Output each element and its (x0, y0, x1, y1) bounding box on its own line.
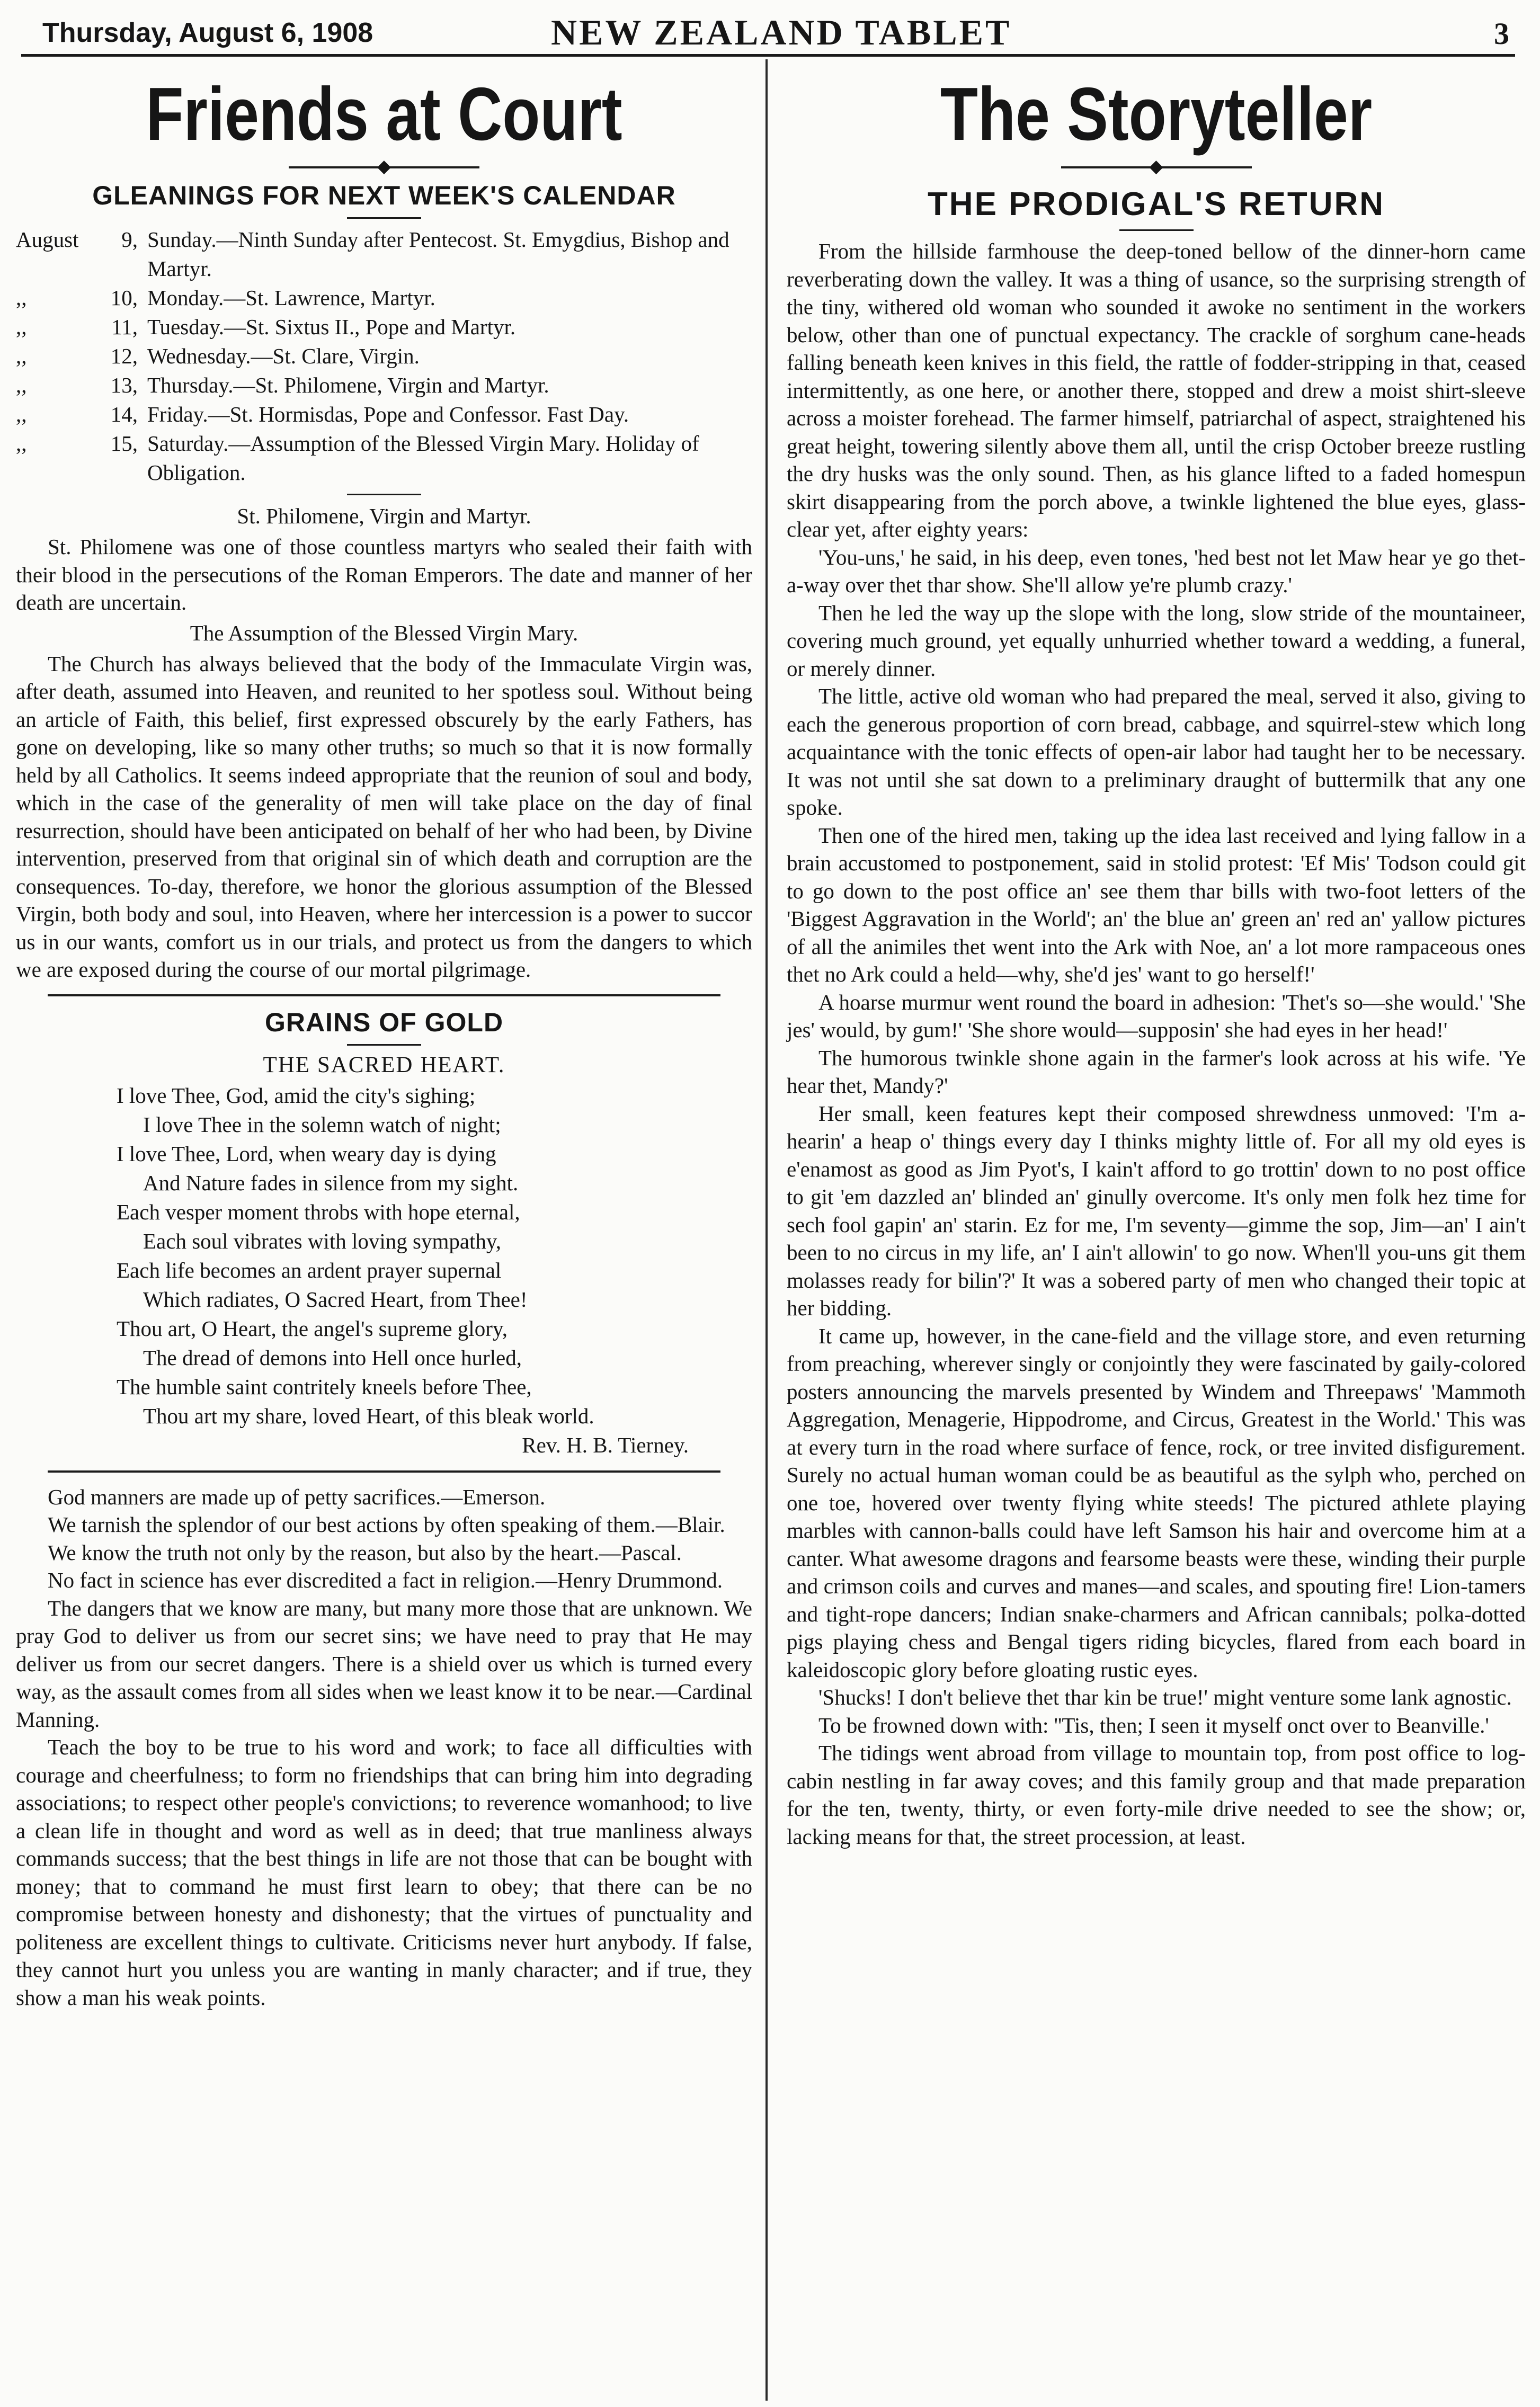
short-rule (347, 1044, 421, 1046)
calendar-text: Sunday.—Ninth Sunday after Pentecost. St. Emygdius, Bishop and Martyr. (147, 227, 729, 281)
story-paragraph: Her small, keen features kept their composed shrewdness unmoved: 'I'm a-hearin' a heap o' things every day I thinks mighty little of. For all my old eyes is e'enamost as good as Jim Pyot's, I kain't afford to go trottin' down to no post office to git 'em dazzled an' blinded an' ginully overcome. It's only men folk hez time for sech fool gapin' an' starin. Ez for me, I'm seventy—gimme the sop, Jim—an' I ain't been to no circus in my life, an' I ain't allowin' to go now. When'll you-uns git them molasses ready for bilin'?' It was a sobered party of men who changed their topic at her bidding. (787, 1101, 1526, 1321)
story-paragraph: A hoarse murmur went round the board in adhesion: 'Thet's so—she would.' 'She jes' would, by gum!' 'She shore would—supposin' she had eyes in her head!' (787, 989, 1526, 1042)
calendar-month: ,, (16, 286, 27, 310)
ornament-divider (1061, 159, 1252, 175)
story-paragraph: Then one of the hired men, taking up the idea last received and lying fallow in a brain accustomed to postponement, said in stolid protest: 'Ef Mis' Todson could git to go down to the post office an' see them thar bills with two-foot letters of the 'Biggest Aggravation in the World'; an' the blue an' green an' red an' yallow pictures of all the animiles thet went into the Ark with Noe, an' a lot more rampaceous ones thet no Ark could a held—why, she'd jes' want to go herself!' (787, 823, 1526, 987)
poem-line: Each life becomes an ardent prayer supernal (117, 1258, 502, 1282)
short-rule (1119, 229, 1194, 231)
poem-line: Which radiates, O Sacred Heart, from Thee! (143, 1287, 528, 1312)
calendar-text: Tuesday.—St. Sixtus II., Pope and Martyr. (147, 315, 516, 340)
section-rule (48, 994, 720, 996)
masthead (21, 10, 1515, 57)
poem-line: I love Thee, Lord, when weary day is dying (117, 1141, 496, 1166)
calendar-text: Friday.—St. Hormisdas, Pope and Confessor. Fast Day. (147, 402, 629, 427)
calendar-text: Thursday.—St. Philomene, Virgin and Martyr. (147, 373, 549, 398)
calendar-entry (16, 400, 752, 429)
calendar-entry (16, 283, 752, 313)
story-paragraph: To be frowned down with: ''Tis, then; I seen it myself onct over to Beanville.' (818, 1713, 1489, 1737)
quote: The dangers that we know are many, but many more those that are unknown. We pray God to deliver us from our secret sins; we have need to pray that He may deliver us from our secret dangers. There is a shield over us which is turned every way, as the assault comes from all sides when we least know it to be near.—Cardinal Manning. (16, 1595, 752, 1732)
grains-of-gold-heading: GRAINS OF GOLD (264, 1007, 504, 1037)
quote: We tarnish the splendor of our best actions by often speaking of them.—Blair. (48, 1512, 725, 1537)
calendar-month: ,, (16, 431, 27, 456)
short-rule (347, 217, 421, 219)
story-paragraph: The tidings went abroad from village to mountain top, from post office to log-cabin nestling in far away coves; and this family group and that made preparation for the ten, twenty, thirty, or even forty-mile drive needed to see the show; or, lacking means for that, the street procession, at least. (787, 1741, 1526, 1849)
calendar-month: ,, (16, 373, 27, 398)
poem-line: I love Thee, God, amid the city's sighing; (117, 1083, 476, 1108)
ornament-divider (289, 159, 479, 175)
calendar-entry (16, 313, 752, 342)
calendar-entry (16, 429, 752, 487)
quotes-section (16, 1483, 752, 2012)
calendar-entry (16, 342, 752, 371)
poem-line: Each soul vibrates with loving sympathy, (143, 1228, 502, 1253)
poem (16, 1081, 752, 1431)
story-paragraph: From the hillside farmhouse the deep-toned bellow of the dinner-horn came reverberating down the valley. It was a thing of usance, so the surprising strength of the tiny, withered old woman who sounded it awoke no sentiment in the workers below, other than one of punctual expectancy. The crackle of sorghum cane-heads falling beneath keen knives in this field, the rattle of fodder-stripping in that, ceased intermittently, as one here, or another there, stopped and drew a moist shirt-sleeve across a moister forehead. The farmer himself, patriarchal of aspect, straightened his great height, towering silently above them all, until the crisp October breeze rustling the dry husks was the only sound. Then, as his glance lifted to a faded homespun skirt disappearing from the porch above, a twinkle lightened the blue eyes, glass-clear yet, after eighty years: (787, 239, 1526, 542)
story-body (787, 237, 1526, 1850)
newspaper-title: NEW ZEALAND TABLET (551, 12, 1012, 52)
calendar-heading: GLEANINGS FOR NEXT WEEK'S CALENDAR (92, 181, 676, 211)
calendar-entry (16, 371, 752, 400)
storyteller-heading: The Storyteller (940, 72, 1373, 156)
story-paragraph: The humorous twinkle shone again in the farmer's look across at his wife. 'Ye hear thet, Mandy?' (787, 1045, 1526, 1098)
quote: Teach the boy to be true to his word and work; to face all difficulties with courage and cheerfulness; to form no friendships that can bring him into degrading associations; to respect other people's convictions; to reverence womanhood; to live a clean life in thought and word as well as in deed; that true manliness always commands success; that the best things in life are not those that can be bought with money; that to command he must first learn to obey; that there can be no compromise between honesty and dishonesty; that the virtues of punctuality and politeness are excellent things to cultivate. Criticisms never hurt anybody. If false, they cannot hurt you unless you are wanting in manly character; and if true, they show a man his weak points. (16, 1735, 752, 2010)
calendar-month: August (16, 227, 79, 252)
short-rule (347, 494, 421, 495)
calendar-month: ,, (16, 344, 27, 369)
poem-line: I love Thee in the solemn watch of night; (143, 1112, 501, 1137)
story-paragraph: 'Shucks! I don't believe thet thar kin be true!' might venture some lank agnostic. (818, 1685, 1512, 1710)
poem-line: Each vesper moment throbs with hope eternal, (117, 1199, 520, 1224)
poem-title: THE SACRED HEART. (263, 1052, 505, 1077)
calendar-day: 14, (110, 402, 138, 427)
calendar-list (16, 225, 752, 487)
quote: God manners are made up of petty sacrifices.—Emerson. (48, 1484, 546, 1509)
calendar-day: 10, (110, 286, 138, 310)
philomene-title: St. Philomene, Virgin and Martyr. (237, 504, 531, 529)
assumption-title: The Assumption of the Blessed Virgin Mary. (190, 620, 578, 645)
left-column (16, 64, 752, 2011)
story-paragraph: The little, active old woman who had prepared the meal, served it also, giving to each the generous proportion of corn bread, cabbage, and squirrel-stew which long acquaintance with the tonic effects of open-air labor had taught her to be necessary. It was not until she sat down to a preliminary draught of buttermilk that any one spoke. (787, 684, 1526, 820)
calendar-month: ,, (16, 402, 27, 427)
quote: We know the truth not only by the reason, but also by the heart.—Pascal. (48, 1540, 682, 1565)
philomene-text: St. Philomene was one of those countless martyrs who sealed their faith with their blood in the persecutions of the Roman Emperors. The date and manner of her death are uncertain. (16, 534, 752, 615)
calendar-text: Saturday.—Assumption of the Blessed Virgin Mary. Holiday of Obligation. (147, 431, 699, 485)
friends-at-court-heading: Friends at Court (146, 72, 622, 156)
section-rule (48, 1470, 720, 1473)
calendar-day: 12, (110, 344, 138, 369)
calendar-entry (16, 225, 752, 283)
poem-line: And Nature fades in silence from my sight. (143, 1170, 519, 1195)
poem-line: The dread of demons into Hell once hurled, (143, 1345, 522, 1370)
poem-author: Rev. H. B. Tierney. (522, 1432, 689, 1457)
calendar-day: 11, (111, 315, 138, 340)
story-paragraph: Then he led the way up the slope with the long, slow stride of the mountaineer, covering much ground, yet equally unhurried whether toward a wedding, a funeral, or merely dinner. (787, 600, 1526, 681)
page-number: 3 (1494, 16, 1509, 51)
calendar-day: 9, (121, 227, 138, 252)
story-title: THE PRODIGAL'S RETURN (927, 186, 1385, 223)
issue-date: Thursday, August 6, 1908 (42, 17, 373, 48)
assumption-text: The Church has always believed that the body of the Immaculate Virgin was, after death, assumed into Heaven, and reunited to her spotless soul. Without being an article of Faith, this belief, first expressed obscurely by the early Fathers, has gone on developing, like so many other truths; so much so that it is now formally held by all Catholics. It seems indeed appropriate that the reunion of soul and body, which in the case of the generality of men will take place on the day of final resurrection, should have been anticipated on behalf of her who had been, by Divine intervention, preserved from that original sin of which death and corruption are the consequences. To-day, therefore, we honor the glorious assumption of the Blessed Virgin, both body and soul, into Heaven, where her intercession is a power to succor us in our wants, comfort us in our trials, and protect us from the dangers to which we are exposed during the course of our mortal pilgrimage. (16, 651, 752, 982)
poem-line: Thou art my share, loved Heart, of this bleak world. (143, 1403, 594, 1428)
poem-line: The humble saint contritely kneels before Thee, (117, 1374, 532, 1399)
story-paragraph: It came up, however, in the cane-field and the village store, and even returning from preaching, wherever singly or conjointly they were fascinated by gaily-colored posters announcing the marvels presented by Windem and Threepaws' 'Mammoth Aggregation, Menagerie, Hippodrome, and Circus, Greatest in the World.' This was at every turn in the road where surface of fence, rock, or tree invited disfigurement. Surely no actual human woman could be as beautiful as the sylph who, perched on one toe, hovered over twenty flying white steeds! The pictured athlete playing marbles with cannon-balls could have left Samson his hair and overcome him at a canter. What awesome dragons and fearsome beasts were these, winding their purple and crimson coils and curves and manes—and scales, and spouting fire! Lion-tamers and tight-rope dancers; Indian snake-charmers and African cannibals; polka-dotted pigs playing chess and Bengal tigers riding bicycles, flared from each board in kaleidoscopic glory before gloating rustic eyes. (787, 1323, 1526, 1682)
calendar-text: Wednesday.—St. Clare, Virgin. (147, 344, 420, 369)
column-divider (765, 59, 768, 2401)
right-column (787, 64, 1526, 1850)
calendar-day: 13, (110, 373, 138, 398)
quote: No fact in science has ever discredited a fact in religion.—Henry Drummond. (48, 1568, 723, 1593)
calendar-month: ,, (16, 315, 27, 340)
calendar-day: 15, (110, 431, 138, 456)
poem-line: Thou art, O Heart, the angel's supreme glory, (117, 1316, 508, 1341)
story-paragraph: 'You-uns,' he said, in his deep, even tones, 'hed best not let Maw hear ye go thet-a-way over thet thar show. She'll allow ye're plumb crazy.' (787, 545, 1526, 598)
calendar-text: Monday.—St. Lawrence, Martyr. (147, 286, 435, 310)
